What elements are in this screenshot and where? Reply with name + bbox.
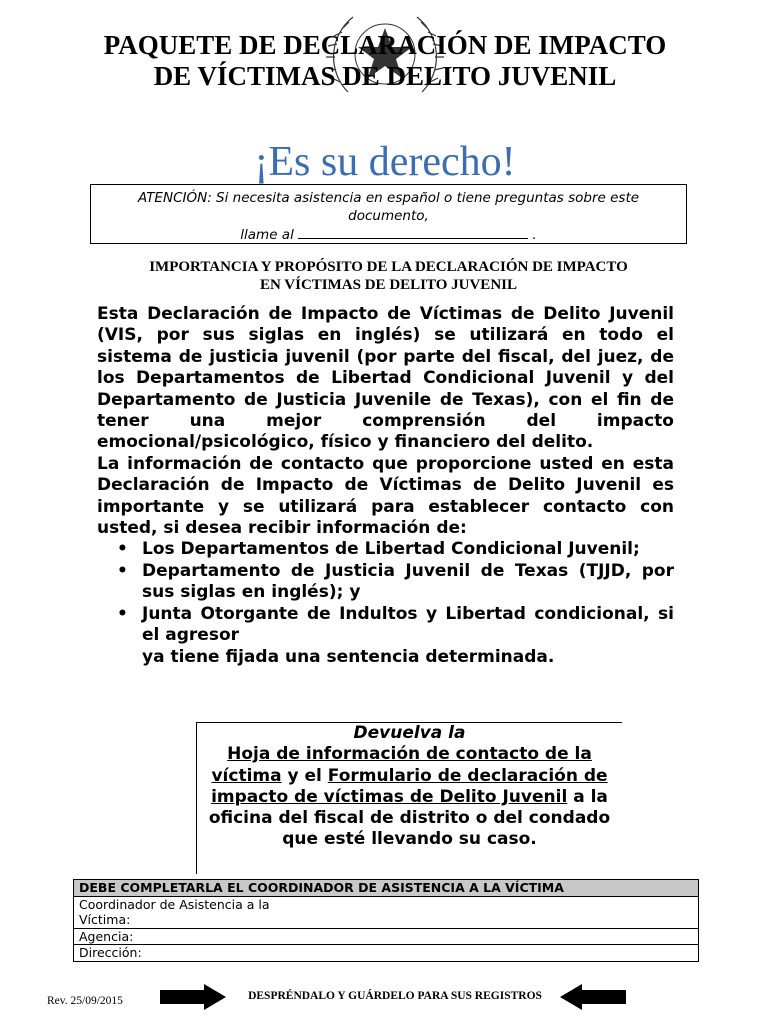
slogan: ¡Es su derecho! [254,139,516,185]
attention-box [90,184,687,244]
importance-paragraph-1: Esta Declaración de Impacto de Víctimas de Delito Juvenil (VIS, por sus siglas en inglés) se utilizará en todo el sistema de justicia juvenil (por parte del fiscal, del juez, de los Departamentos de Libertad Condicional Juvenil y del Departamento de Justicia Juvenile de Texas), con el fin de tener una mejor comprensión del impacto emocional/psicológico, físico y financiero del delito. [97,304,674,453]
document-title [60,30,710,92]
coordinator-name-field[interactable] [74,896,699,928]
impact-form-link[interactable]: Formulario de declaración de impacto de víctimas de Delito Juvenil [211,765,608,807]
list-item: • Los Departamentos de Libertad Condicional Juvenil; [142,539,674,560]
arrow-left-icon [560,984,626,1010]
arrow-right-icon [160,984,226,1010]
title-line-1: PAQUETE DE DECLARACIÓN DE IMPACTO [103,30,667,60]
revision-date: Rev. 25/09/2015 [47,995,123,1007]
importance-heading-line-2: EN VÍCTIMAS DE DELITO JUVENIL [259,277,517,293]
coordinator-table-header: DEBE COMPLETARLA EL COORDINADOR DE ASISTENCIA A LA VÍCTIMA [74,880,699,897]
info-source-list [97,539,674,667]
attention-call-label: llame al [240,227,294,243]
address-field[interactable]: Dirección: [74,945,699,962]
keep-for-records-note: DESPRÉNDALO Y GUÁRDELO PARA SUS REGISTROS [248,990,542,1002]
list-item [142,604,674,668]
attention-line-3 [91,225,686,244]
list-item-text: Junta Otorgante de Indultos y Libertad condicional, si el agresor [142,603,674,646]
attention-line-2: documento, [348,208,429,224]
return-rest: a la oficina del fiscal de distrito o del condado que esté llevando su caso. [208,786,611,850]
return-connector: y el [287,765,322,786]
coordinator-name-label-2: Víctima: [79,912,131,927]
return-heading: Devuelva la [353,723,466,743]
contact-sheet-link[interactable]: Hoja de información de contacto de la víctima [211,744,592,786]
title-line-2: DE VÍCTIMAS DE DELITO JUVENIL [153,61,617,91]
importance-body [97,304,674,668]
attention-period: . [532,227,537,243]
attention-line-1: ATENCIÓN: Si necesita asistencia en español o tiene preguntas sobre este [137,190,640,206]
importance-paragraph-2: La información de contacto que proporcione usted en esta Declaración de Impacto de Víctimas de Delito Juvenil es importante y se utilizará para establecer contacto con usted, si desea recibir información de: [97,453,674,539]
importance-heading [90,258,687,294]
return-instructions-box [196,722,622,874]
agency-field[interactable]: Agencia: [74,928,699,945]
coordinator-table [73,879,699,962]
return-text [197,744,622,850]
phone-blank-field[interactable] [298,225,528,239]
importance-heading-line-1: IMPORTANCIA Y PROPÓSITO DE LA DECLARACIÓN DE IMPACTO [149,259,628,275]
list-item: • Departamento de Justicia Juvenil de Texas (TJJD, por sus siglas en inglés); y [142,561,674,604]
coordinator-name-label-1: Coordinador de Asistencia a la [79,896,270,912]
list-item-continuation: ya tiene fijada una sentencia determinada. [142,646,555,667]
